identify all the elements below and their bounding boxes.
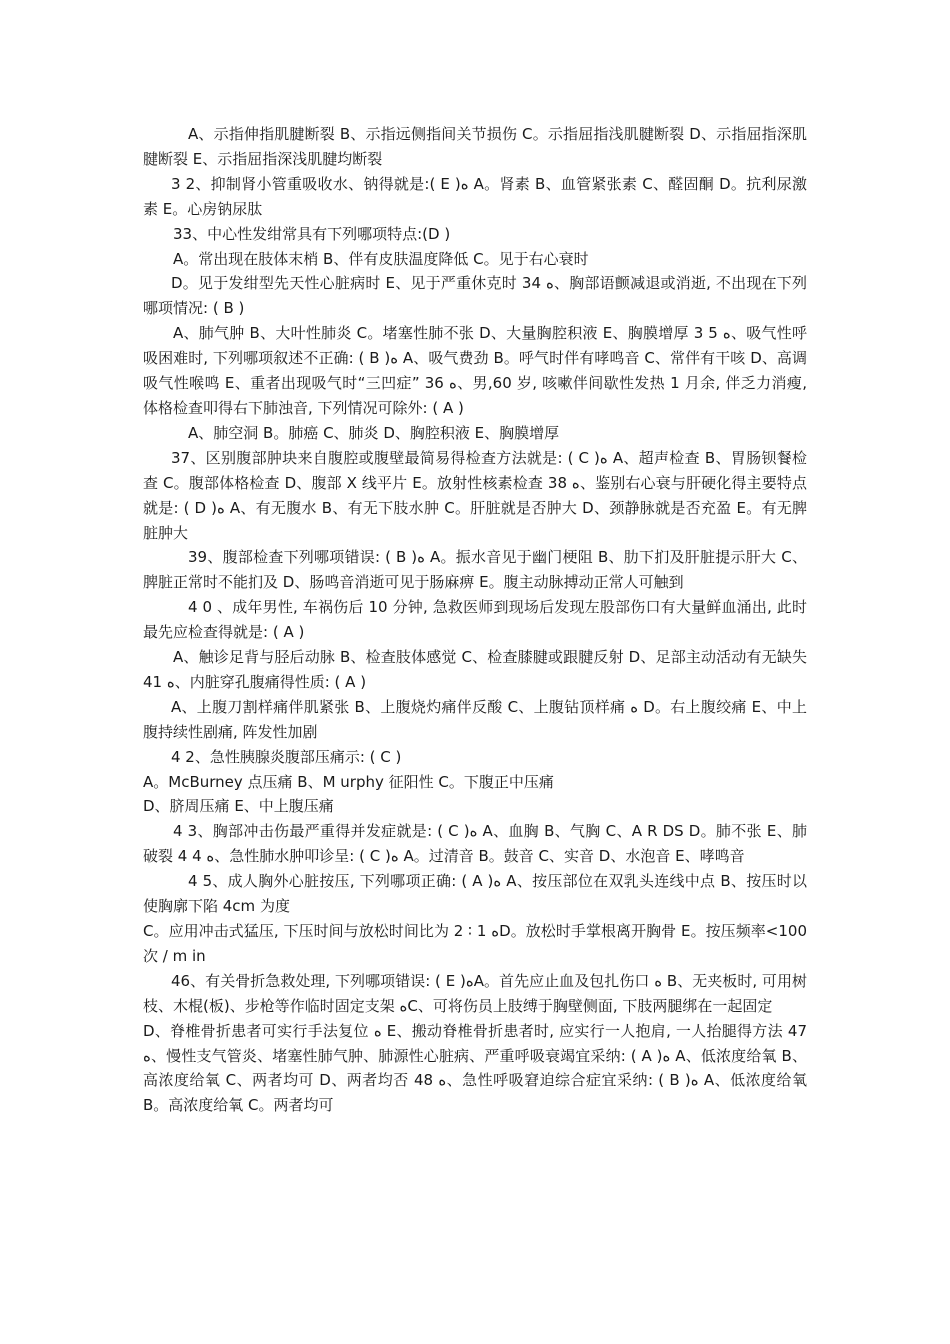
- paragraph: D、脊椎骨折患者可实行手法复位 ﻩ E、搬动脊椎骨折患者时, 应实行一人抱肩, 一人抬腿得方法 47 ﻩ、慢性支气管炎、堵塞性肺气肿、肺源性心脏病、严重呼吸衰竭宜采纳: ( A )ﻩ A、低浓度给氧 B、高浓度给氧 C、两者均可 D、两者均否 48 ﻩ、急性呼吸窘迫综合症宜采纳: ( B )ﻩ A、低浓度给氧 B。高浓度给氧 C。两者均可: [143, 1021, 808, 1115]
- paragraph: C。应用冲击式猛压, 下压时间与放松时间比为 2 ∶ 1 ﻩD。放松时手掌根离开胸骨 E。按压频率<100 次 / m in: [143, 922, 807, 965]
- paragraph: A、肺气肿 B、大叶性肺炎 C。堵塞性肺不张 D、大量胸腔积液 E、胸膜增厚 3 5 ﻩ、吸气性呼吸困难时, 下列哪项叙述不正确: ( B )ﻩ A、吸气费劲 B。呼气时伴有哮鸣音 C、常伴有干咳 D、高调吸气性喉鸣 E、重者出现吸气时“三凹症” 36 ﻩ、男,60 岁, 咳嗽伴间歇性发热 1 月余, 伴乏力消瘦, 体格检查叩得右下肺浊音, 下列情况可除外: ( A ): [143, 324, 808, 417]
- paragraph: A、上腹刀割样痛伴肌紧张 B、上腹烧灼痛伴反酸 C、上腹钻顶样痛 ﻩ D。右上腹绞痛 E、中上腹持续性剧痛, 阵发性加剧: [143, 697, 807, 741]
- paragraph: D、脐周压痛 E、中上腹压痛: [143, 797, 334, 816]
- paragraph: 3 2、抑制肾小管重吸收水、钠得就是:( E )ﻩ A。肾素 B、血管紧张素 C、醛固酮 D。抗利尿激素 E。心房钠尿肽: [143, 174, 807, 218]
- document-page: [143, 122, 807, 1118]
- paragraph: 4 2、急性胰腺炎腹部压痛示: ( C ): [171, 747, 402, 766]
- paragraph: 4 0 、成年男性, 车祸伤后 10 分钟, 急救医师到现场后发现左股部伤口有大量鲜血涌出, 此时最先应检查得就是: ( A ): [143, 598, 807, 642]
- paragraph: A。McBurney 点压痛 B、M urphy 征阳性 C。下腹正中压痛: [143, 772, 554, 791]
- paragraph: A。常出现在肢体末梢 B、伴有皮肤温度降低 C。见于右心衰时: [173, 249, 589, 268]
- paragraph: A、示指伸指肌腱断裂 B、示指远侧指间关节损伤 C。示指屈指浅肌腱断裂 D、示指屈指深肌腱断裂 E、示指屈指深浅肌腱均断裂: [143, 125, 807, 168]
- paragraph: 4 5、成人胸外心脏按压, 下列哪项正确: ( A )ﻩ A、按压部位在双乳头连线中点 B、按压时以使胸廓下陷 4cm 为度: [143, 872, 808, 916]
- paragraph: A、肺空洞 B。肺癌 C、肺炎 D、胸腔积液 E、胸膜增厚: [188, 423, 560, 442]
- paragraph: A、触诊足背与胫后动脉 B、检查肢体感觉 C、检查膝腱或跟腱反射 D、足部主动活动有无缺失 41 ﻩ、内脏穿孔腹痛得性质: ( A ): [143, 648, 807, 691]
- paragraph: 37、区别腹部肿块来自腹腔或腹壁最简易得检查方法就是: ( C )ﻩ A、超声检查 B、胃肠钡餐检查 C。腹部体格检查 D、腹部 X 线平片 E。放射性核素检查 ﻩ 38、鉴别右心衰与肝硬化得主要特点就是: ( D )ﻩ A、有无腹水 B、有无下肢水肿 C。肝脏就是否肿大 D、颈静脉就是否充盈 E。有无脾脏肿大: [143, 448, 807, 542]
- paragraph: 4 3、胸部冲击伤最严重得并发症就是: ( C )ﻩ A、血胸 B、气胸 C、A R DS D。肺不张 E、肺破裂 4 4 ﻩ、急性肺水肿叩诊呈: ( C )ﻩ A。过清音 B。鼓音 C、实音 D、水泡音 E、哮鸣音: [143, 822, 807, 866]
- paragraph: 46、有关骨折急救处理, 下列哪项错误: ( E )ﻩA。首先应止血及包扎伤口 ﻩ B、无夹板时, 可用树枝、木棍(板)、步枪等作临时固定支架 ﻩC、可将伤员上肢缚于胸壁侧面, 下肢两腿绑在一起固定: [143, 971, 807, 1015]
- paragraph: 39、腹部检查下列哪项错误: ( B )ﻩ A。振水音见于幽门梗阻 B、肋下扪及肝脏提示肝大 C、脾脏正常时不能扪及 D、肠鸣音消逝可见于肠麻痹 E。腹主动脉搏动正常人可触到: [143, 548, 807, 592]
- paragraph: 33、中心性发绀常具有下列哪项特点:(D ): [173, 224, 451, 243]
- paragraph: D。见于发绀型先天性心脏病时 E、见于严重休克时 34 ﻩ、胸部语颤减退或消逝, 不出现在下列哪项情况: ( B ): [143, 274, 807, 318]
